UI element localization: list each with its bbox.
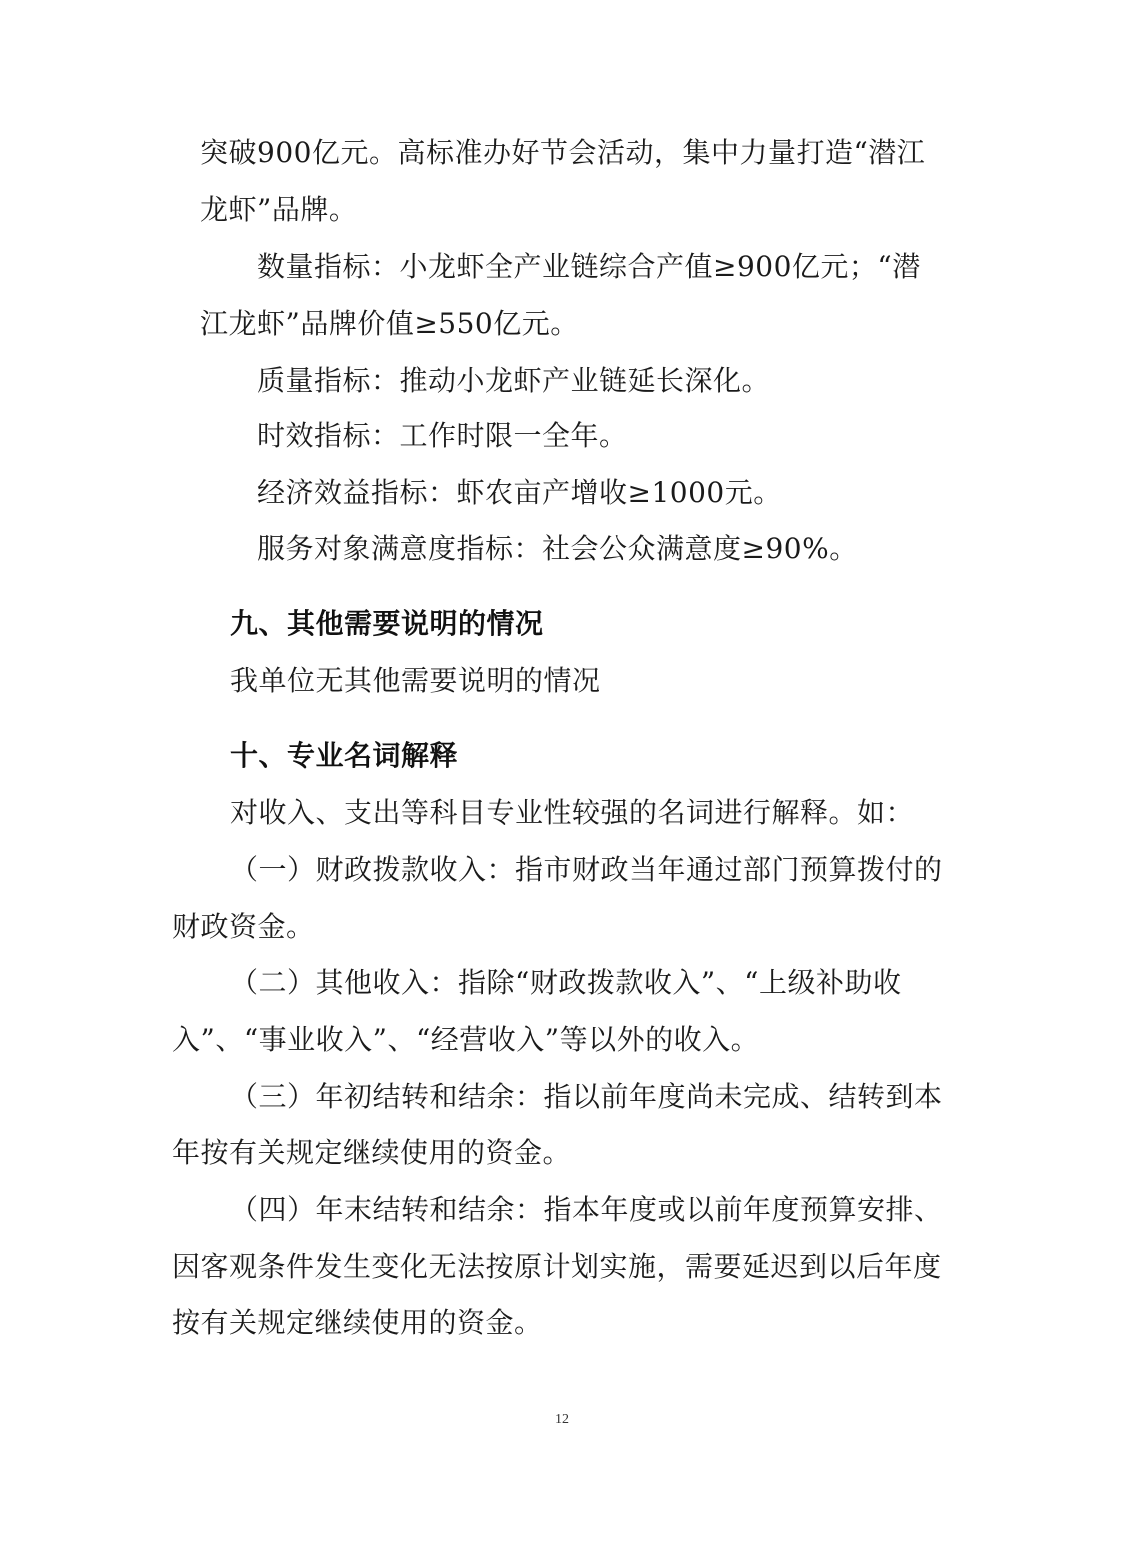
paragraph-line: 按有关规定继续使用的资金。 — [172, 1306, 543, 1339]
paragraph-line: 对收入、支出等科目专业性较强的名词进行解释。如： — [230, 796, 915, 829]
paragraph-line: 我单位无其他需要说明的情况 — [230, 664, 601, 697]
paragraph-line: 服务对象满意度指标：社会公众满意度≥90%。 — [257, 532, 858, 565]
section-heading: 十、专业名词解释 — [230, 739, 459, 772]
paragraph-line: 江龙虾”品牌价值≥550亿元。 — [200, 307, 579, 340]
paragraph-line: 突破900亿元。高标准办好节会活动，集中力量打造“潜江 — [200, 136, 926, 169]
paragraph-line: 入”、“事业收入”、“经营收入”等以外的收入。 — [172, 1023, 760, 1056]
paragraph-line: （一）财政拨款收入：指市财政当年通过部门预算拨付的 — [230, 853, 943, 886]
paragraph-line: 年按有关规定继续使用的资金。 — [172, 1136, 572, 1169]
paragraph-line: 因客观条件发生变化无法按原计划实施，需要延迟到以后年度 — [172, 1250, 942, 1283]
page-number: 12 — [555, 1412, 569, 1427]
paragraph-line: 质量指标：推动小龙虾产业链延长深化。 — [257, 364, 771, 397]
paragraph-line: （四）年末结转和结余：指本年度或以前年度预算安排、 — [230, 1193, 943, 1226]
paragraph-line: （三）年初结转和结余：指以前年度尚未完成、结转到本 — [230, 1080, 943, 1113]
section-heading: 九、其他需要说明的情况 — [230, 607, 544, 640]
paragraph-line: 经济效益指标：虾农亩产增收≥1000元。 — [257, 476, 782, 509]
paragraph-line: 数量指标：小龙虾全产业链综合产值≥900亿元；“潜 — [257, 250, 921, 283]
paragraph-line: （二）其他收入：指除“财政拨款收入”、“上级补助收 — [230, 966, 902, 999]
paragraph-line: 时效指标：工作时限一全年。 — [257, 419, 628, 452]
paragraph-line: 龙虾”品牌。 — [200, 193, 358, 226]
paragraph-line: 财政资金。 — [172, 910, 315, 943]
